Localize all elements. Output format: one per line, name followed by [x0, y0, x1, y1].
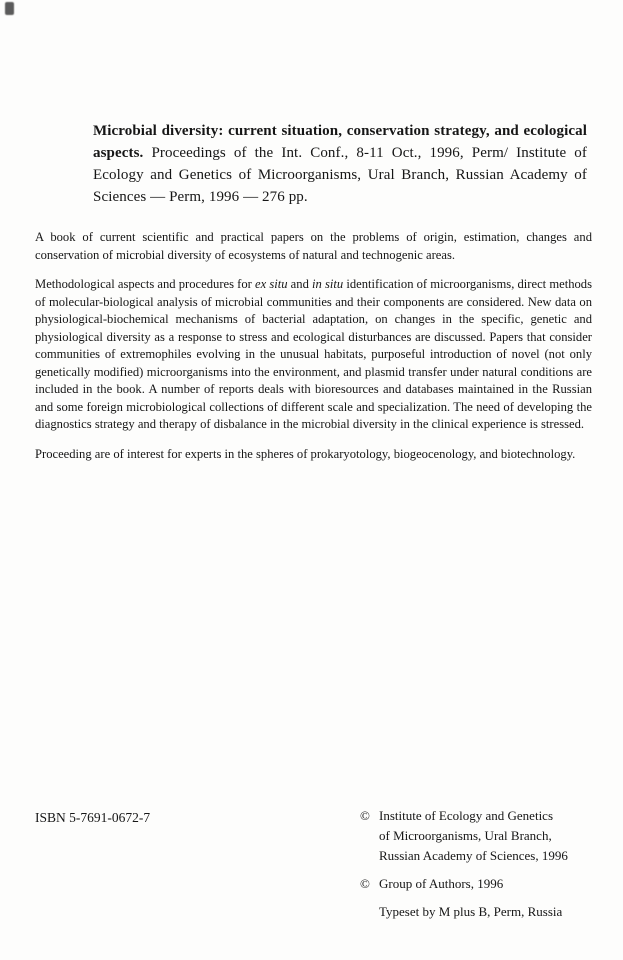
abstract-paragraph-2 — [35, 276, 592, 434]
copyright-icon: © — [360, 808, 370, 823]
typeset-note-text: Typeset by M plus B, Perm, Russia — [379, 904, 563, 919]
copyright-icon: © — [360, 876, 370, 891]
abstract-para2-conjunction: and — [287, 277, 313, 291]
copyright-institute — [360, 806, 592, 866]
copyright-institute-text — [379, 806, 592, 866]
abstract-para2-in-situ: in situ — [312, 277, 344, 291]
citation-block — [93, 120, 587, 208]
abstract-paragraph-1: A book of current scientific and practical papers on the problems of origin, estimation, changes and conservation of microbial diversity of ecosystems of natural and technogenic areas. — [35, 230, 592, 262]
scan-smudge-mark — [5, 2, 14, 15]
abstract-paragraph-3: Proceeding are of interest for experts in the spheres of prokaryotology, biogeocenology, and biotechnology. — [35, 446, 576, 461]
citation-details: Proceedings of the Int. Conf., 8-11 Oct., 1996, Perm/ Institute of Ecology and Genetics of Microorganisms, Ural Branch, Russian Academy of Sciences — Perm, 1996 — 276 pp. — [93, 145, 587, 205]
abstract-para2-ex-situ: ex situ — [255, 277, 288, 291]
isbn-text: ISBN 5-7691-0672-7 — [35, 810, 151, 825]
copyright-authors — [360, 874, 592, 894]
citation-title: Microbial diversity: current situation, conservation strategy, and ecological aspects. — [93, 123, 587, 161]
abstract-para2-lead: Methodological aspects and procedures for — [35, 277, 255, 291]
typeset-note — [360, 902, 592, 922]
copyright-authors-text: Group of Authors, 1996 — [379, 876, 504, 891]
copyright-institute-line-3: Russian Academy of Sciences, 1996 — [379, 848, 568, 863]
abstract-para2-rest: identification of microorganisms, direct methods of molecular-biological analysis of microbial communities and their components are considered. New data on physiological-biochemical mechanisms of bacterial adaptation, on changes in the specific, genetic and physiological diversity as a response to stress and ecological disturbances are discussed. Papers that consider communities of extremophiles evolving in the unusual habitats, purposeful introduction of novel (not only genetically modified) microorganisms into the environment, and plasmid transfer under natural conditions are included in the book. A number of reports deals with bioresources and databases maintained in the Russian and some foreign microbiological collections of different scale and specialization. The need of developing the diagnostics strategy and therapy of disbalance in the microbial diversity in the clinical experience is stressed. — [35, 277, 593, 431]
copyright-institute-line-2: of Microorganisms, Ural Branch, — [379, 828, 552, 843]
copyright-column — [360, 806, 592, 930]
copyright-institute-line-1: Institute of Ecology and Genetics — [379, 808, 554, 823]
abstract-block — [35, 229, 592, 463]
